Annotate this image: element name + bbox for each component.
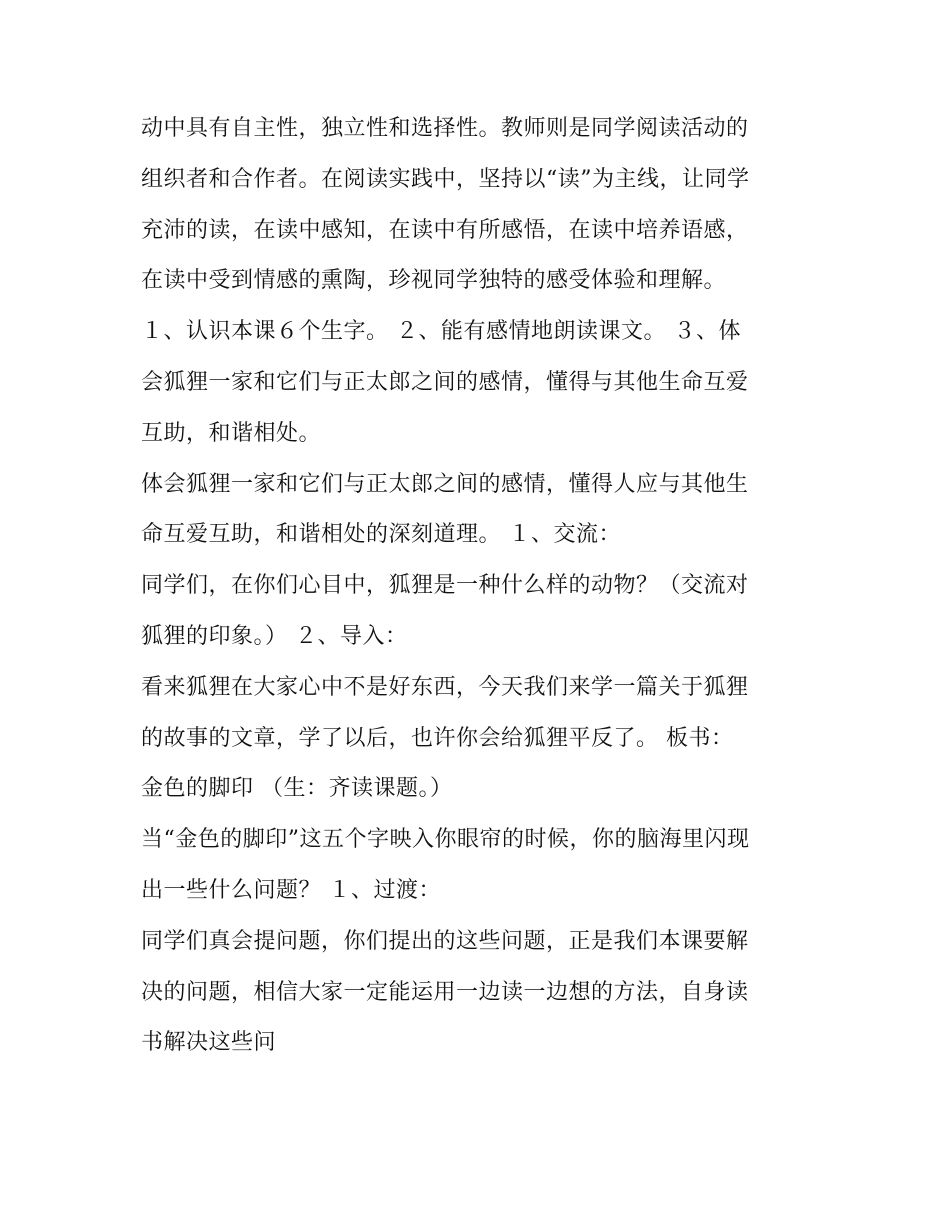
text-line: 同学们真会提问题，你们提出的这些问题，正是我们本课要解 (141, 928, 749, 954)
text-line: 当“金色的脚印”这五个字映入你眼帘的时候，你的脑海里闪现 (141, 827, 750, 853)
text-line: 体会狐狸一家和它们与正太郎之间的感情，懂得人应与其他生 (141, 471, 749, 497)
text-line: 同学们，在你们心目中，狐狸是一种什么样的动物？（交流对 (141, 573, 749, 599)
text-line: 命互爱互助，和谐相处的深刻道理。 １、交流： (141, 522, 621, 548)
text-line: 的故事的文章，学了以后，也许你会给狐狸平反了。 板书： (141, 725, 734, 751)
body-text (141, 110, 821, 1075)
text-line: 看来狐狸在大家心中不是好东西，今天我们来学一篇关于狐狸 (141, 674, 749, 700)
text-line: 书解决这些问 (141, 1030, 277, 1056)
text-line: 互助，和谐相处。 (141, 420, 322, 446)
text-line: 金色的脚印 （生：齐读课题。） (141, 776, 453, 802)
text-line: １、认识本课６个生字。 ２、能有感情地朗读课文。 ３、体 (141, 319, 741, 345)
text-line: 在读中受到情感的熏陶，珍视同学独特的感受体验和理解。 (141, 268, 727, 294)
text-line: 充沛的读，在读中感知，在读中有所感悟，在读中培养语感， (141, 217, 749, 243)
text-line: 决的问题，相信大家一定能运用一边读一边想的方法，自身读 (141, 979, 749, 1005)
text-line: 动中具有自主性，独立性和选择性。教师则是同学阅读活动的 (141, 116, 749, 141)
text-line: 狐狸的印象。） ２、导入： (141, 623, 408, 649)
text-line: 会狐狸一家和它们与正太郎之间的感情，懂得与其他生命互爱 (141, 369, 749, 395)
text-line: 组织者和合作者。在阅读实践中，坚持以“读”为主线，让同学 (141, 166, 750, 192)
text-line: 出一些什么问题？ １、过渡： (141, 877, 441, 903)
